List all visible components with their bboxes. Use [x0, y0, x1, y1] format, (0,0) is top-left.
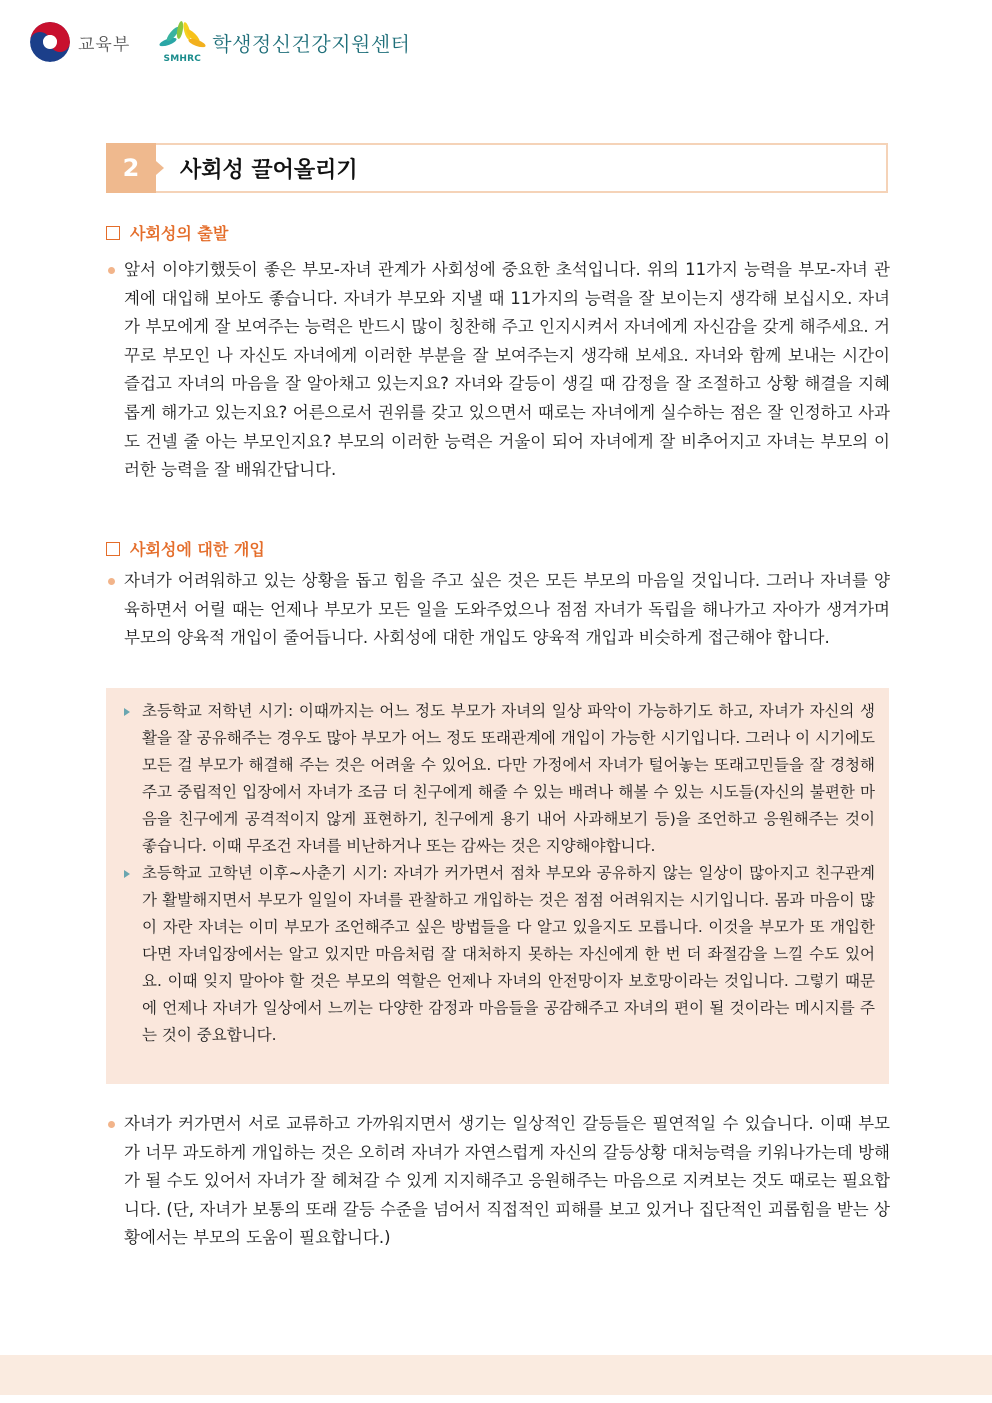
paragraph-origin — [106, 256, 890, 485]
paragraph-text: 앞서 이야기했듯이 좋은 부모-자녀 관계가 사회성에 중요한 초석입니다. 위의 11가지 능력을 부모-자녀 관계에 대입해 보아도 좋습니다. 자녀가 부모와 지낼 때 11가지의 능력을 잘 보이는지 생각해 보십시오. 자녀가 부모에게 잘 보여주는 능력은 반드시 많이 칭찬해 주고 인지시켜서 자녀에게 자신감을 갖게 해주세요. 거꾸로 부모인 나 자신도 자녀에게 이러한 부분을 잘 보여주는지 생각해 보세요. 자녀와 함께 보내는 시간이 즐겁고 자녀의 마음을 잘 알아채고 있는지요? 자녀와 갈등이 생길 때 감정을 잘 조절하고 상황 해결을 지혜롭게 해가고 있는지요? 어른으로서 권위를 갖고 있으면서 때로는 자녀에게 실수하는 점은 잘 인정하고 사과도 건넬 줄 아는 부모인지요? 부모의 이러한 능력은 거울이 되어 자녀에게 잘 비추어지고 자녀는 부모의 이러한 능력을 잘 배워간답니다. — [124, 260, 890, 480]
checkbox-square-icon — [106, 542, 120, 556]
paragraph-closing — [106, 1110, 890, 1253]
footer-band — [0, 1355, 992, 1395]
paragraph-text: 자녀가 어려워하고 있는 상황을 돕고 힘을 주고 싶은 것은 모든 부모의 마음일 것입니다. 그러나 자녀를 양육하면서 어릴 때는 언제나 부모가 모든 일을 도와주었으나 점점 자녀가 독립을 해나가고 자아가 생겨가며 부모의 양육적 개입이 줄어듭니다. 사회성에 대한 개입도 양육적 개입과 비슷하게 접근해야 합니다. — [124, 571, 890, 648]
subsection-heading-text: 사회성에 대한 개입 — [130, 540, 265, 559]
paragraph-intervention — [106, 567, 890, 653]
triangle-bullet-icon — [124, 870, 130, 878]
smhrc-logo — [158, 20, 410, 64]
bullet-dot-icon — [108, 1121, 115, 1128]
box-item-text: 초등학교 고학년 이후~사춘기 시기: 자녀가 커가면서 점차 부모와 공유하지 않는 일상이 많아지고 친구관계가 활발해지면서 부모가 일일이 자녀를 관찰하고 개입하는 것은 점점 어려워지는 시기입니다. 몸과 마음이 많이 자란 자녀는 이미 부모가 조언해주고 싶은 방법들을 다 알고 있을지도 모릅니다. 이것을 부모가 또 개입한다면 자녀입장에서는 알고 있지만 마음처럼 잘 대처하지 못하는 자신에게 한 번 더 좌절감을 느낄 수도 있어요. 이때 잊지 말아야 할 것은 부모의 역할은 언제나 자녀의 안전망이자 보호망이라는 것입니다. 그렇기 때문에 언제나 자녀가 일상에서 느끼는 다양한 감정과 마음들을 공감해주고 자녀의 편이 될 것이라는 메시지를 주는 것이 중요합니다. — [142, 864, 875, 1044]
paragraph-text: 자녀가 커가면서 서로 교류하고 가까워지면서 생기는 일상적인 갈등들은 필연적일 수 있습니다. 이때 부모가 너무 과도하게 개입하는 것은 오히려 자녀가 자연스럽게 자신의 갈등상황 대처능력을 키워나가는데 방해가 될 수도 있어서 자녀가 잘 헤쳐갈 수 있게 지지해주고 응원해주는 마음으로 지켜보는 것도 때로는 필요합니다. (단, 자녀가 보통의 또래 갈등 수준을 넘어서 직접적인 피해를 보고 있거나 집단적인 괴롭힘을 받는 상황에서는 부모의 도움이 필요합니다.) — [124, 1114, 890, 1248]
center-name: 학생정신건강지원센터 — [212, 31, 411, 56]
section-title: 사회성 끌어올리기 — [180, 157, 358, 183]
section-number: 2 — [106, 143, 156, 193]
age-stage-box — [106, 688, 889, 1084]
smhrc-abbreviation: SMHRC — [163, 54, 202, 64]
sunburst-leaf-icon — [158, 20, 206, 64]
triangle-bullet-icon — [124, 708, 130, 716]
subsection-heading-intervention — [106, 537, 265, 560]
bullet-dot-icon — [108, 578, 115, 585]
section-title-box — [106, 143, 888, 193]
subsection-heading-text: 사회성의 출발 — [130, 224, 229, 243]
subsection-heading-origin — [106, 221, 228, 244]
header-logos — [30, 20, 410, 64]
bullet-dot-icon — [108, 267, 115, 274]
ministry-label: 교육부 — [78, 34, 131, 55]
checkbox-square-icon — [106, 226, 120, 240]
box-item-upper-elementary-adolescence — [120, 860, 875, 1049]
ministry-of-education-logo — [30, 22, 130, 62]
box-item-text: 초등학교 저학년 시기: 이때까지는 어느 정도 부모가 자녀의 일상 파악이 가능하기도 하고, 자녀가 자신의 생활을 잘 공유해주는 경우도 많아 부모가 어느 정도 또래관계에 개입이 가능한 시기입니다. 그러나 이 시기에도 모든 걸 부모가 해결해 주는 것은 어려울 수 있어요. 다만 가정에서 자녀가 털어놓는 또래고민들을 잘 경청해주고 중립적인 입장에서 자녀가 조금 더 친구에게 해줄 수 있는 배려나 해볼 수 있는 시도들(자신의 불편한 마음을 친구에게 공격적이지 않게 표현하기, 친구에게 용기 내어 사과해보기 등)을 조언하고 응원해주는 것이 좋습니다. 이때 무조건 자녀를 비난하거나 또는 감싸는 것은 지양해야합니다. — [142, 702, 875, 855]
taegeuk-emblem-icon — [30, 22, 70, 62]
box-item-lower-elementary — [120, 698, 875, 860]
